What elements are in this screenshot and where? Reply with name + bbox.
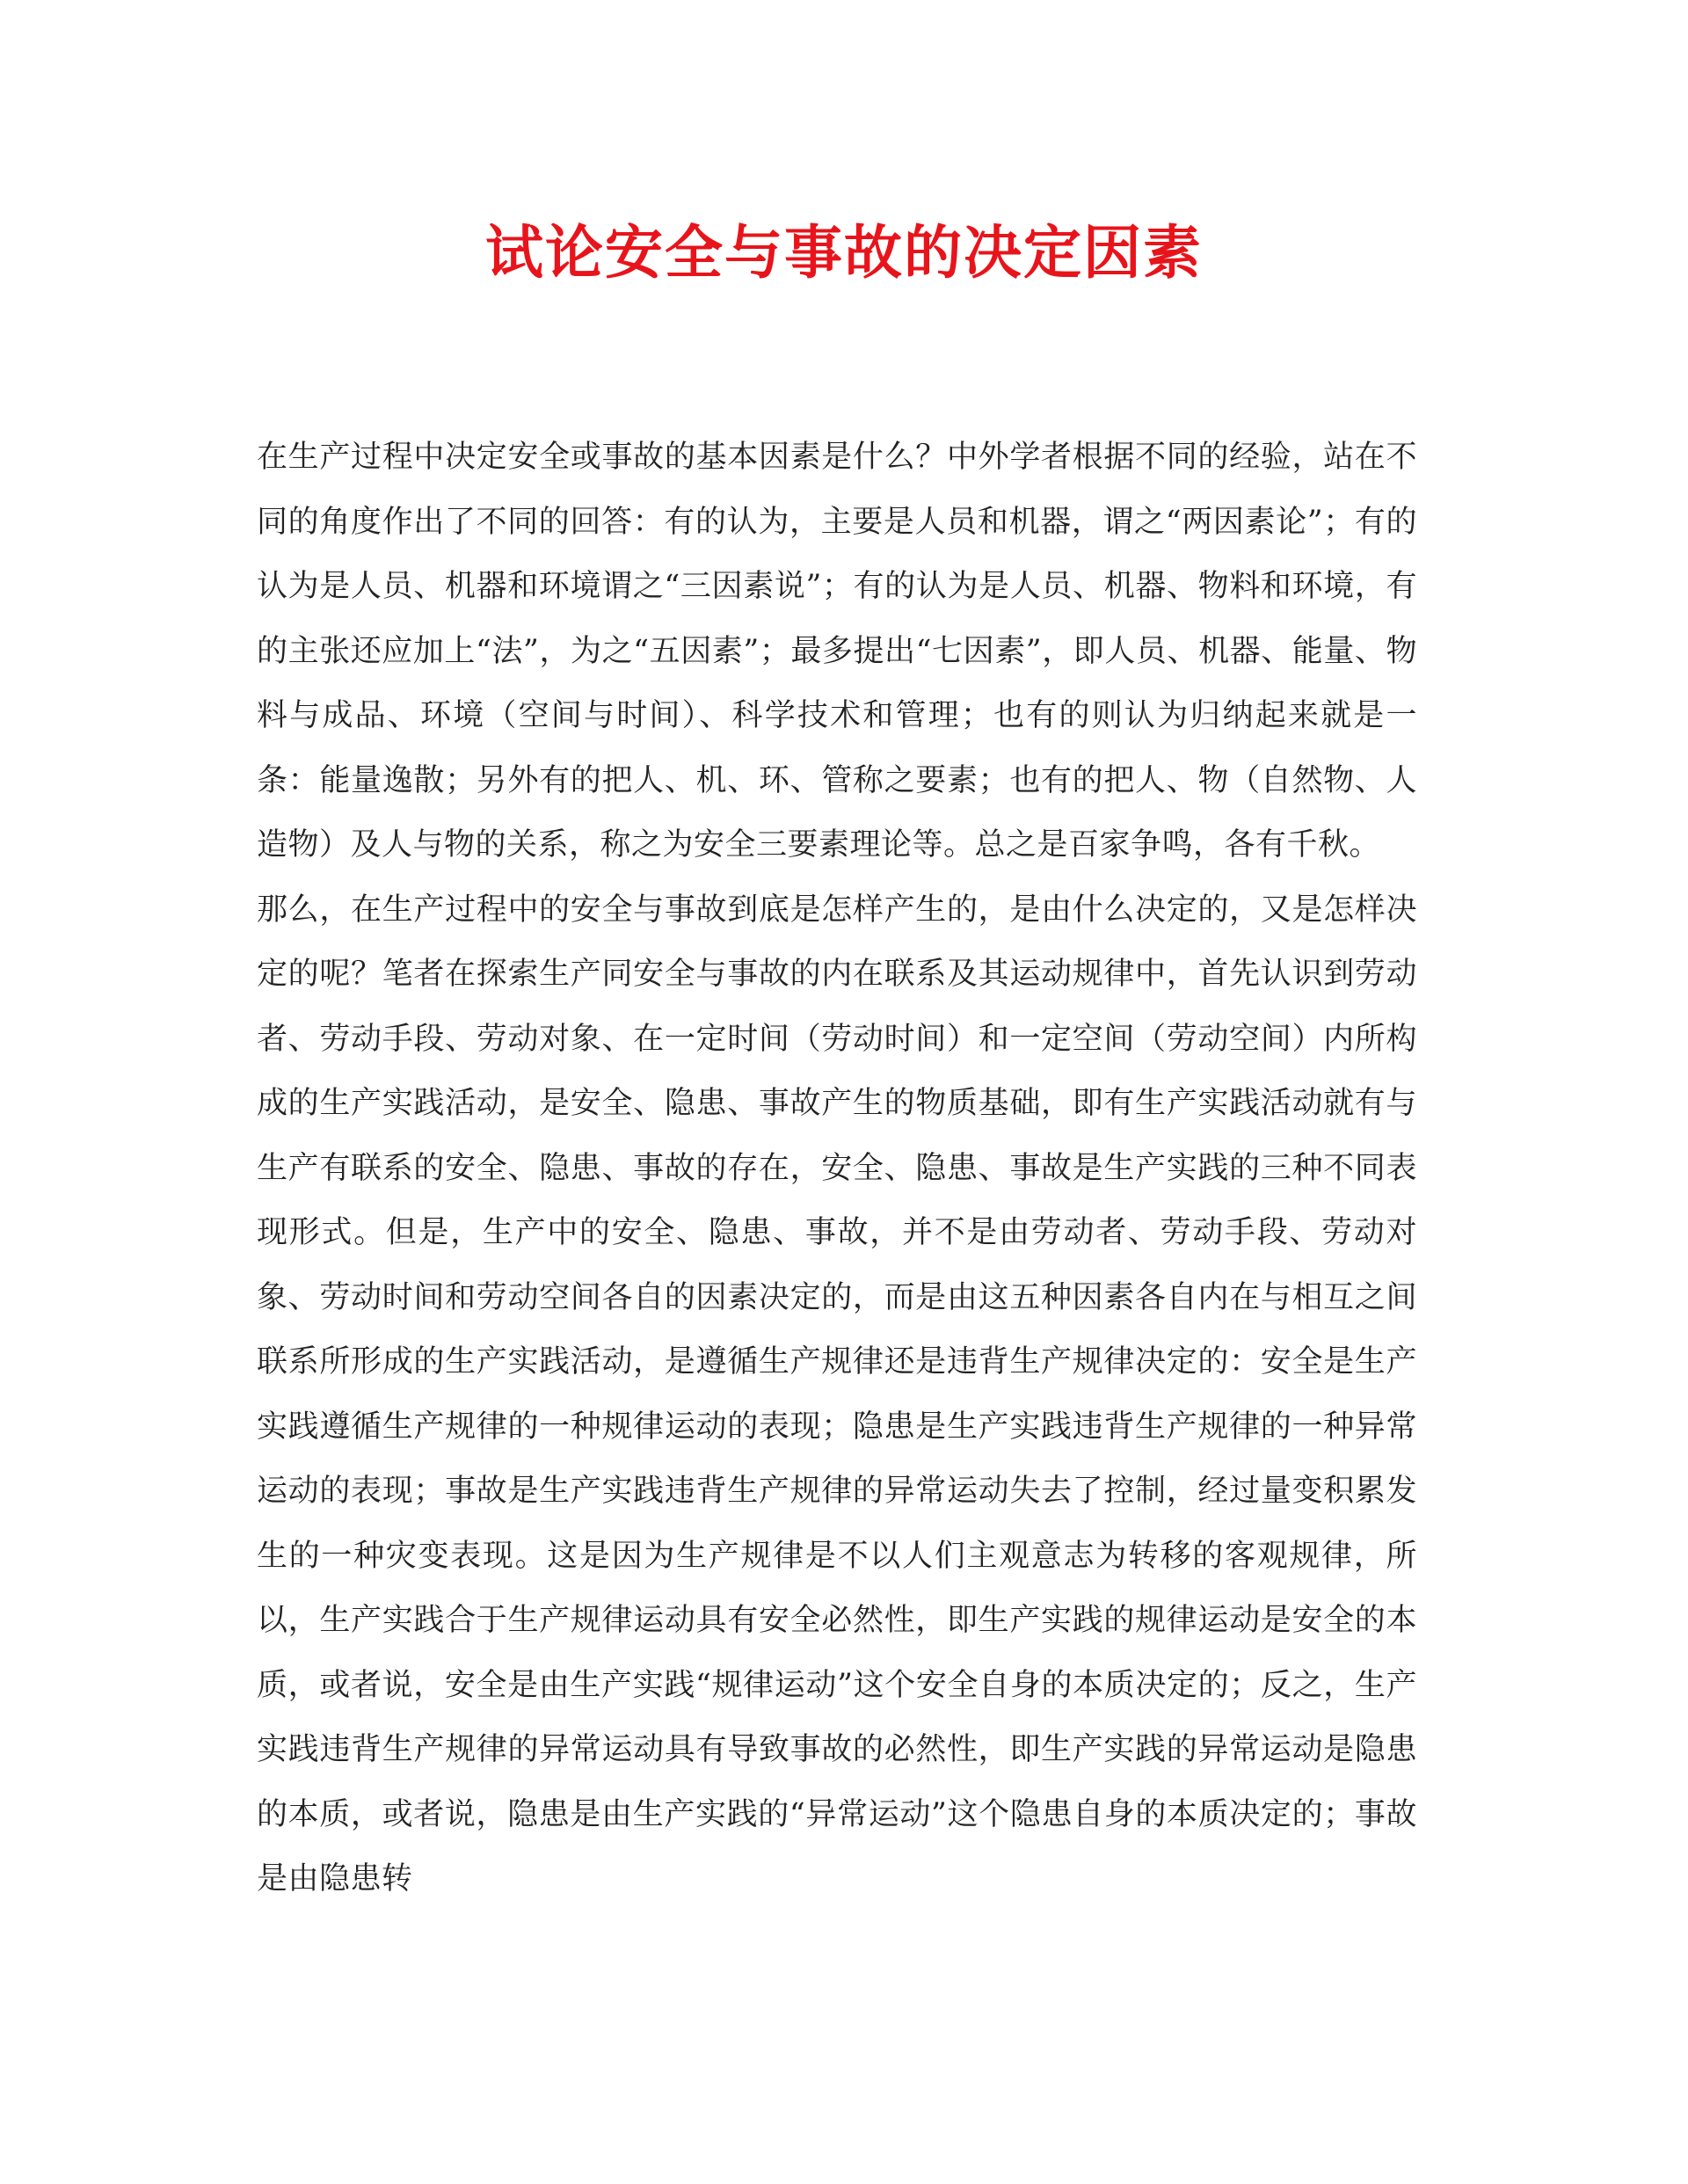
document-title: 试论安全与事故的决定因素 [485, 218, 1203, 287]
paragraph-2: 那么，在生产过程中的安全与事故到底是怎样产生的，是由什么决定的，又是怎样决定的呢？笔者在探索生产同安全与事故的内在联系及其运动规律中，首先认识到劳动者、劳动手段、劳动对象、在一定时间（劳动时间）和一定空间（劳动空间）内所构成的生产实践活动，是安全、隐患、事故产生的物质基础，即有生产实践活动就有与生产有联系的安全、隐患、事故的存在，安全、隐患、事故是生产实践的三种不同表现形式。但是，生产中的安全、隐患、事故，并不是由劳动者、劳动手段、劳动对象、劳动时间和劳动空间各自的因素决定的，而是由这五种因素各自内在与相互之间联系所形成的生产实践活动，是遵循生产规律还是违背生产规律决定的：安全是生产实践遵循生产规律的一种规律运动的表现；隐患是生产实践违背生产规律的一种异常运动的表现；事故是生产实践违背生产规律的异常运动失去了控制，经过量变积累发生的一种灾变表现。这是因为生产规律是不以人们主观意志为转移的客观规律，所以，生产实践合于生产规律运动具有安全必然性，即生产实践的规律运动是安全的本质，或者说，安全是由生产实践“规律运动”这个安全自身的本质决定的；反之，生产实践违背生产规律的异常运动具有导致事故的必然性，即生产实践的异常运动是隐患的本质，或者说，隐患是由生产实践的“异常运动”这个隐患自身的本质决定的；事故是由隐患转 [257, 892, 1417, 1896]
paragraph-1: 在生产过程中决定安全或事故的基本因素是什么？中外学者根据不同的经验，站在不同的角度作出了不同的回答：有的认为，主要是人员和机器，谓之“两因素论”；有的认为是人员、机器和环境谓之“三因素说”；有的认为是人员、机器、物料和环境，有的主张还应加上“法”，为之“五因素”；最多提出“七因素”，即人员、机器、能量、物料与成品、环境（空间与时间）、科学技术和管理；也有的则认为归纳起来就是一条：能量逸散；另外有的把人、机、环、管称之要素；也有的把人、物（自然物、人造物）及人与物的关系，称之为安全三要素理论等。总之是百家争鸣，各有千秋。 [257, 440, 1417, 863]
document-body [257, 426, 1417, 1912]
